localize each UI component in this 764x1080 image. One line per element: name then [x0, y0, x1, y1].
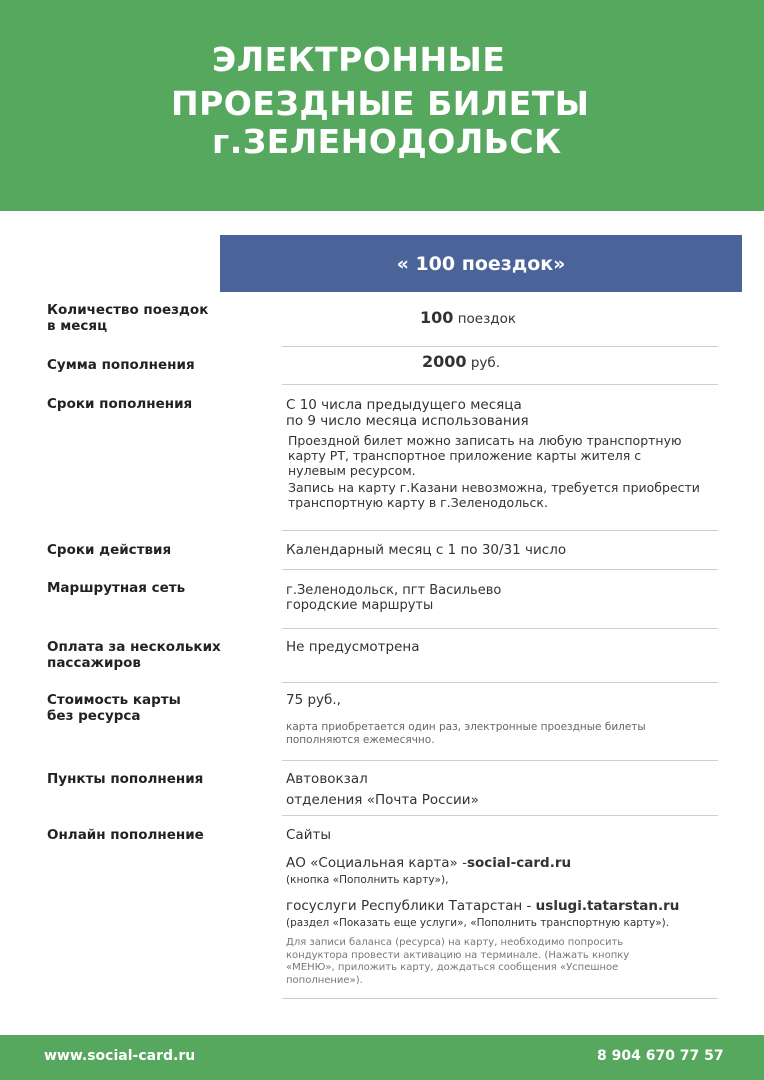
divider: [282, 569, 718, 570]
card-cost-label: Стоимость карты без ресурса: [47, 692, 181, 724]
online-sites: Сайты: [286, 827, 331, 843]
gos-text: госуслуги Республики Татарстан -: [286, 898, 536, 914]
header-band: [0, 0, 764, 211]
online-label: Онлайн пополнение: [47, 827, 204, 843]
divider: [282, 998, 718, 999]
footer-website[interactable]: www.social-card.ru: [44, 1048, 196, 1064]
divider: [282, 682, 718, 683]
gos-link[interactable]: uslugi.tatarstan.ru: [535, 898, 680, 914]
sum-value: [422, 354, 500, 371]
divider: [282, 815, 718, 816]
trips-value: [420, 310, 516, 327]
divider: [282, 346, 718, 347]
terms-line-1: С 10 числа предыдущего месяца: [286, 397, 522, 413]
points-label: Пункты пополнения: [47, 771, 204, 787]
terms-note-1: Проездной билет можно записать на любую транспортную карту РТ, транспортное приложение карты жителя с нулевым ресурсом.: [288, 433, 682, 478]
network-line-2: городские маршруты: [286, 598, 434, 613]
terms-line-2: по 9 число месяца использования: [286, 413, 529, 426]
footer-phone: 8 904 670 77 57: [597, 1048, 724, 1064]
divider: [282, 628, 718, 629]
online-gos: [286, 898, 679, 914]
ticket-type-banner: « 100 поездок»: [220, 235, 742, 292]
trips-unit: поездок: [453, 311, 517, 327]
online-ao: [286, 855, 571, 871]
gos-note: (раздел «Показать еще услуги», «Пополнить транспортную карту»).: [286, 917, 670, 929]
card-cost-value: 75 руб.,: [286, 692, 341, 708]
ao-note: (кнопка «Пополнить карту»),: [286, 874, 449, 886]
network-line-1: г.Зеленодольск, пгт Васильево: [286, 583, 502, 598]
validity-value: Календарный месяц с 1 по 30/31 число: [286, 542, 567, 558]
multi-label: Оплата за нескольких пассажиров: [47, 639, 221, 671]
ao-link[interactable]: social-card.ru: [466, 855, 572, 871]
terms-note-2: Запись на карту г.Казани невозможна, требуется приобрести транспортную карту в г.Зеленодольск.: [288, 480, 700, 510]
divider: [282, 530, 718, 531]
network-label: Маршрутная сеть: [47, 580, 186, 596]
trips-label: Количество поездок в месяц: [47, 302, 209, 334]
sum-label: Сумма пополнения: [47, 357, 195, 373]
sum-number: 2000: [422, 352, 467, 371]
sum-unit: руб.: [466, 355, 500, 371]
divider: [282, 760, 718, 761]
points-line-2: отделения «Почта России»: [286, 792, 479, 808]
activation-note: Для записи баланса (ресурса) на карту, необходимо попросить кондуктора провести активацию на терминале. (Нажать кнопку «МЕНЮ», приложить карту, дождаться сообщения «Успешное пополнение»).: [286, 937, 630, 986]
footer-band: [0, 1035, 764, 1080]
title-line-2: ПРОЕЗДНЫЕ БИЛЕТЫ: [171, 84, 590, 123]
trips-number: 100: [420, 308, 454, 327]
validity-label: Сроки действия: [47, 542, 172, 558]
card-cost-note: карта приобретается один раз, электронные проездные билеты пополняются ежемесячно.: [286, 721, 646, 746]
title-line-3: г.ЗЕЛЕНОДОЛЬСК: [212, 122, 562, 161]
divider: [282, 384, 718, 385]
multi-value: Не предусмотрена: [286, 639, 420, 655]
title-line-1: ЭЛЕКТРОННЫЕ: [212, 40, 506, 79]
terms-label: Сроки пополнения: [47, 396, 193, 412]
ao-text: АО «Социальная карта» -: [286, 855, 467, 871]
points-line-1: Автовокзал: [286, 771, 368, 787]
terms-period: [286, 397, 529, 426]
